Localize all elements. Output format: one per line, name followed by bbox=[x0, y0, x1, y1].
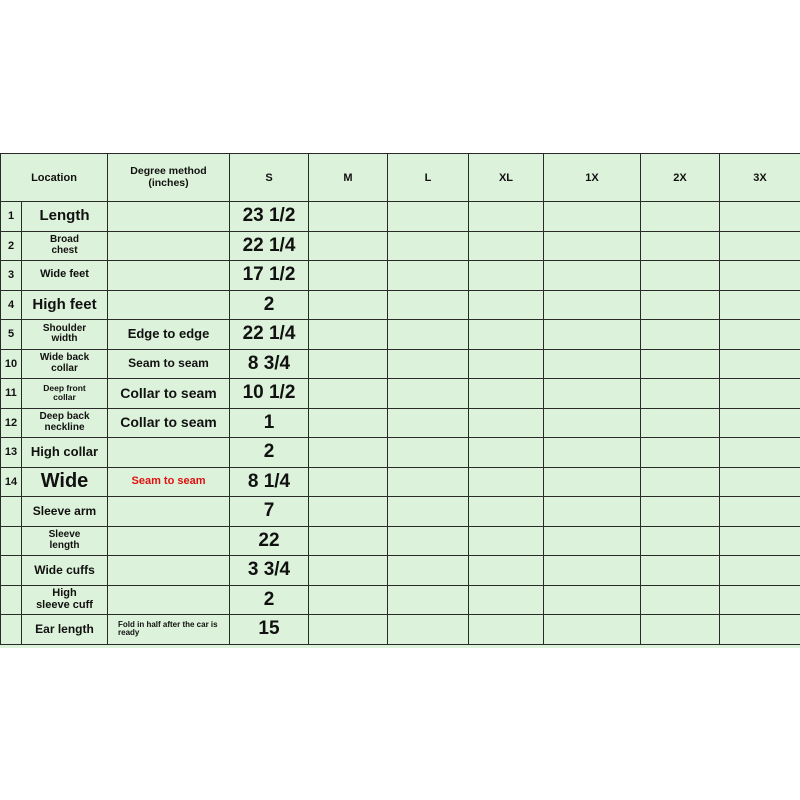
row-size-l-value bbox=[388, 261, 469, 291]
row-size-s-value: 22 1/4 bbox=[230, 320, 309, 350]
row-size-xl-value bbox=[469, 261, 544, 291]
row-location: Wide cuffs bbox=[22, 556, 108, 586]
row-size-3x-value bbox=[720, 526, 800, 556]
row-size-s-value: 8 1/4 bbox=[230, 467, 309, 497]
row-degree-method bbox=[108, 497, 230, 527]
row-size-1x-value bbox=[544, 261, 641, 291]
table-row bbox=[1, 349, 800, 379]
header-size-3x: 3X bbox=[720, 154, 800, 202]
row-size-1x-value bbox=[544, 438, 641, 468]
table-row bbox=[1, 261, 800, 291]
row-size-l-value bbox=[388, 379, 469, 409]
row-number: 14 bbox=[1, 467, 22, 497]
row-size-2x-value bbox=[641, 261, 720, 291]
row-degree-method bbox=[108, 556, 230, 586]
row-size-2x-value bbox=[641, 379, 720, 409]
row-size-s-value: 10 1/2 bbox=[230, 379, 309, 409]
row-size-s-value: 3 3/4 bbox=[230, 556, 309, 586]
row-location: Deep front collar bbox=[22, 379, 108, 409]
table-row bbox=[1, 585, 800, 615]
row-size-1x-value bbox=[544, 467, 641, 497]
row-location: Deep back neckline bbox=[22, 408, 108, 438]
row-size-m-value bbox=[309, 526, 388, 556]
row-degree-method: Seam to seam bbox=[108, 349, 230, 379]
table-row bbox=[1, 290, 800, 320]
row-size-m-value bbox=[309, 349, 388, 379]
row-degree-method: Fold in half after the car is ready bbox=[108, 615, 230, 645]
row-number: 10 bbox=[1, 349, 22, 379]
row-size-3x-value bbox=[720, 202, 800, 232]
row-size-s-value: 22 bbox=[230, 526, 309, 556]
table-row bbox=[1, 615, 800, 645]
row-size-m-value bbox=[309, 467, 388, 497]
row-size-l-value bbox=[388, 320, 469, 350]
table-row bbox=[1, 379, 800, 409]
row-location: Sleeve arm bbox=[22, 497, 108, 527]
row-size-l-value bbox=[388, 290, 469, 320]
row-degree-method: Edge to edge bbox=[108, 320, 230, 350]
row-size-m-value bbox=[309, 585, 388, 615]
row-size-s-value: 15 bbox=[230, 615, 309, 645]
row-number: 5 bbox=[1, 320, 22, 350]
row-size-2x-value bbox=[641, 556, 720, 586]
header-size-xl: XL bbox=[469, 154, 544, 202]
header-degree-method bbox=[108, 154, 230, 202]
row-size-l-value bbox=[388, 408, 469, 438]
row-size-2x-value bbox=[641, 202, 720, 232]
header-location: Location bbox=[1, 154, 108, 202]
row-location: High sleeve cuff bbox=[22, 585, 108, 615]
row-size-3x-value bbox=[720, 467, 800, 497]
row-size-3x-value bbox=[720, 349, 800, 379]
row-size-m-value bbox=[309, 408, 388, 438]
row-size-l-value bbox=[388, 497, 469, 527]
row-size-xl-value bbox=[469, 526, 544, 556]
row-size-xl-value bbox=[469, 408, 544, 438]
row-number: 13 bbox=[1, 438, 22, 468]
row-size-xl-value bbox=[469, 202, 544, 232]
row-degree-method: Collar to seam bbox=[108, 379, 230, 409]
row-size-s-value: 2 bbox=[230, 438, 309, 468]
row-location: High feet bbox=[22, 290, 108, 320]
row-size-xl-value bbox=[469, 615, 544, 645]
row-size-3x-value bbox=[720, 261, 800, 291]
row-number bbox=[1, 556, 22, 586]
row-size-xl-value bbox=[469, 231, 544, 261]
row-size-3x-value bbox=[720, 290, 800, 320]
table-row bbox=[1, 408, 800, 438]
row-size-2x-value bbox=[641, 526, 720, 556]
table-row bbox=[1, 202, 800, 232]
header-size-2x: 2X bbox=[641, 154, 720, 202]
row-size-s-value: 7 bbox=[230, 497, 309, 527]
header-row bbox=[1, 154, 800, 202]
row-size-2x-value bbox=[641, 231, 720, 261]
row-size-s-value: 2 bbox=[230, 290, 309, 320]
row-location: Ear length bbox=[22, 615, 108, 645]
row-location: Length bbox=[22, 202, 108, 232]
row-size-2x-value bbox=[641, 349, 720, 379]
row-size-xl-value bbox=[469, 467, 544, 497]
header-degree-method-label: Degree method (inches) bbox=[130, 164, 207, 189]
row-size-2x-value bbox=[641, 467, 720, 497]
row-size-l-value bbox=[388, 585, 469, 615]
header-size-l: L bbox=[388, 154, 469, 202]
table-body bbox=[1, 202, 800, 645]
row-size-m-value bbox=[309, 438, 388, 468]
row-size-2x-value bbox=[641, 497, 720, 527]
row-size-3x-value bbox=[720, 379, 800, 409]
row-size-2x-value bbox=[641, 585, 720, 615]
row-size-2x-value bbox=[641, 320, 720, 350]
row-degree-method: Seam to seam bbox=[108, 467, 230, 497]
row-size-s-value: 22 1/4 bbox=[230, 231, 309, 261]
row-size-3x-value bbox=[720, 585, 800, 615]
row-size-m-value bbox=[309, 379, 388, 409]
row-location: Wide back collar bbox=[22, 349, 108, 379]
row-size-l-value bbox=[388, 202, 469, 232]
row-location: Wide feet bbox=[22, 261, 108, 291]
row-size-2x-value bbox=[641, 290, 720, 320]
row-size-l-value bbox=[388, 438, 469, 468]
row-size-l-value bbox=[388, 615, 469, 645]
row-size-1x-value bbox=[544, 497, 641, 527]
row-location: Broad chest bbox=[22, 231, 108, 261]
row-number bbox=[1, 526, 22, 556]
header-size-m: M bbox=[309, 154, 388, 202]
row-size-1x-value bbox=[544, 379, 641, 409]
row-size-1x-value bbox=[544, 585, 641, 615]
row-size-3x-value bbox=[720, 320, 800, 350]
row-location: Shoulder width bbox=[22, 320, 108, 350]
header-size-s: S bbox=[230, 154, 309, 202]
row-size-1x-value bbox=[544, 408, 641, 438]
size-chart-table bbox=[0, 153, 800, 645]
table-row bbox=[1, 231, 800, 261]
row-degree-method bbox=[108, 231, 230, 261]
row-number bbox=[1, 585, 22, 615]
row-size-1x-value bbox=[544, 556, 641, 586]
row-size-3x-value bbox=[720, 231, 800, 261]
row-size-xl-value bbox=[469, 585, 544, 615]
row-number: 3 bbox=[1, 261, 22, 291]
row-size-s-value: 23 1/2 bbox=[230, 202, 309, 232]
row-size-3x-value bbox=[720, 438, 800, 468]
row-size-m-value bbox=[309, 290, 388, 320]
row-number bbox=[1, 497, 22, 527]
row-size-m-value bbox=[309, 615, 388, 645]
row-size-s-value: 17 1/2 bbox=[230, 261, 309, 291]
row-number: 2 bbox=[1, 231, 22, 261]
row-degree-method bbox=[108, 438, 230, 468]
row-number: 11 bbox=[1, 379, 22, 409]
row-number: 4 bbox=[1, 290, 22, 320]
row-degree-method bbox=[108, 261, 230, 291]
row-size-1x-value bbox=[544, 202, 641, 232]
table-row bbox=[1, 526, 800, 556]
row-size-l-value bbox=[388, 526, 469, 556]
row-size-xl-value bbox=[469, 320, 544, 350]
row-size-l-value bbox=[388, 556, 469, 586]
table-row bbox=[1, 438, 800, 468]
row-location: Sleeve length bbox=[22, 526, 108, 556]
row-size-s-value: 2 bbox=[230, 585, 309, 615]
row-size-2x-value bbox=[641, 438, 720, 468]
row-degree-method bbox=[108, 202, 230, 232]
row-size-3x-value bbox=[720, 408, 800, 438]
row-size-m-value bbox=[309, 202, 388, 232]
row-size-xl-value bbox=[469, 497, 544, 527]
row-degree-method bbox=[108, 585, 230, 615]
header-size-1x: 1X bbox=[544, 154, 641, 202]
row-number bbox=[1, 615, 22, 645]
row-number: 12 bbox=[1, 408, 22, 438]
row-number: 1 bbox=[1, 202, 22, 232]
row-size-m-value bbox=[309, 261, 388, 291]
row-size-m-value bbox=[309, 320, 388, 350]
row-size-xl-value bbox=[469, 349, 544, 379]
row-size-1x-value bbox=[544, 290, 641, 320]
row-size-m-value bbox=[309, 556, 388, 586]
row-degree-method bbox=[108, 290, 230, 320]
row-degree-method: Collar to seam bbox=[108, 408, 230, 438]
row-size-xl-value bbox=[469, 379, 544, 409]
row-location: High collar bbox=[22, 438, 108, 468]
row-size-xl-value bbox=[469, 290, 544, 320]
row-size-1x-value bbox=[544, 231, 641, 261]
row-size-3x-value bbox=[720, 497, 800, 527]
table-row bbox=[1, 467, 800, 497]
row-size-xl-value bbox=[469, 438, 544, 468]
row-size-s-value: 1 bbox=[230, 408, 309, 438]
row-size-1x-value bbox=[544, 349, 641, 379]
row-size-2x-value bbox=[641, 615, 720, 645]
row-size-1x-value bbox=[544, 526, 641, 556]
row-size-m-value bbox=[309, 497, 388, 527]
table-row bbox=[1, 556, 800, 586]
row-size-1x-value bbox=[544, 615, 641, 645]
row-size-3x-value bbox=[720, 556, 800, 586]
row-degree-method bbox=[108, 526, 230, 556]
row-size-l-value bbox=[388, 231, 469, 261]
row-size-2x-value bbox=[641, 408, 720, 438]
row-size-3x-value bbox=[720, 615, 800, 645]
row-size-s-value: 8 3/4 bbox=[230, 349, 309, 379]
row-size-xl-value bbox=[469, 556, 544, 586]
table-row bbox=[1, 320, 800, 350]
row-size-l-value bbox=[388, 349, 469, 379]
row-location: Wide bbox=[22, 467, 108, 497]
row-size-l-value bbox=[388, 467, 469, 497]
table-row bbox=[1, 497, 800, 527]
row-size-1x-value bbox=[544, 320, 641, 350]
row-size-m-value bbox=[309, 231, 388, 261]
